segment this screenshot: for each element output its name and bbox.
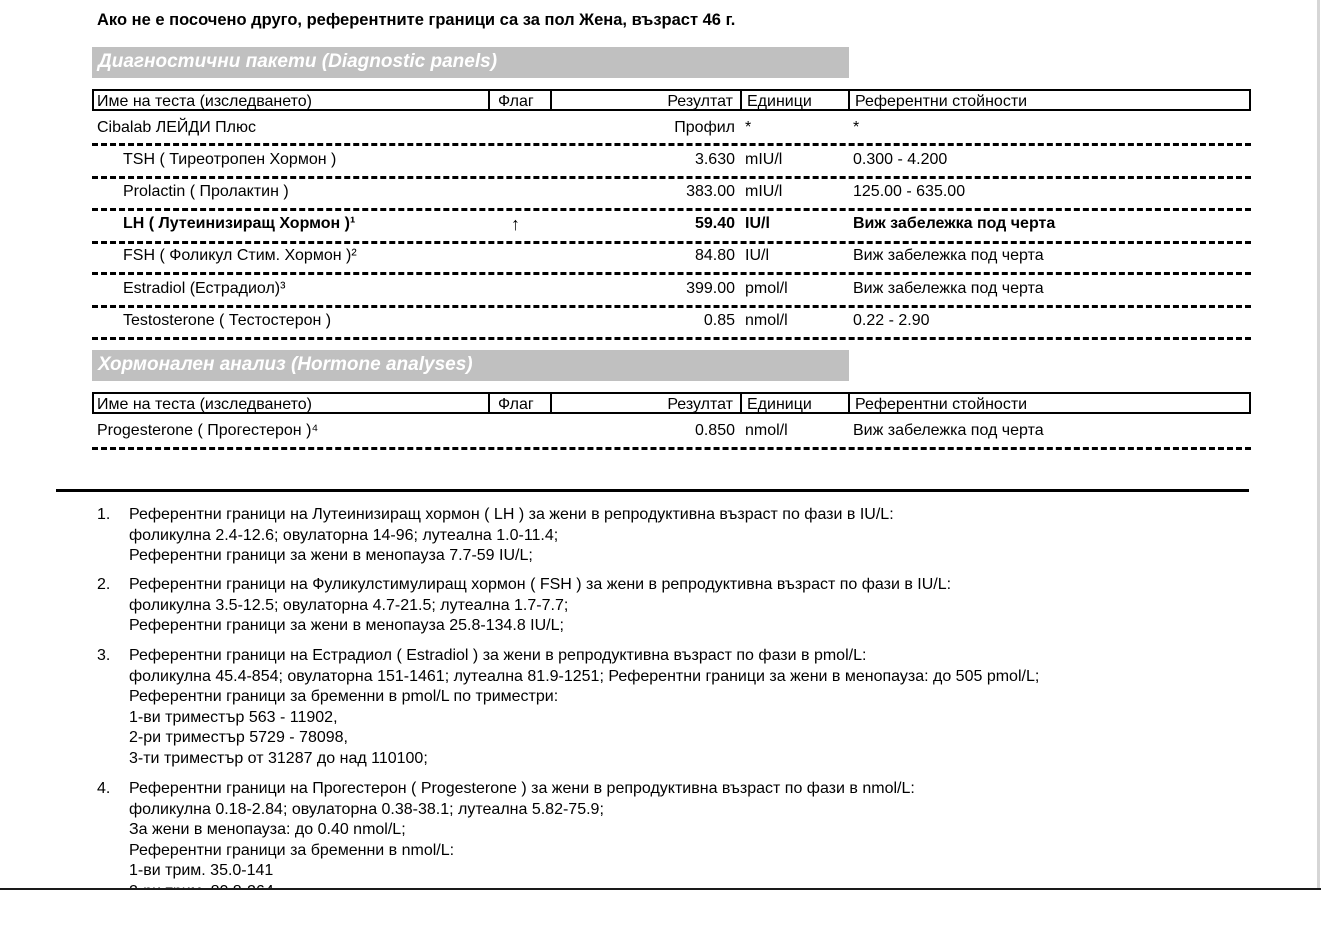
header-result: Резултат xyxy=(667,396,733,413)
footnote-number: 2. xyxy=(97,576,111,593)
table-header xyxy=(92,392,1251,414)
footnote-line: 1-ви трим. 35.0-141 xyxy=(129,862,274,879)
footnote-number: 3. xyxy=(97,647,111,664)
test-units: nmol/l xyxy=(745,422,788,439)
test-reference: * xyxy=(853,119,860,136)
test-reference: 0.22 - 2.90 xyxy=(853,312,930,329)
footnote-body xyxy=(129,575,951,637)
section-title: Хормонален анализ (Hormone analyses) xyxy=(98,354,473,375)
header-reference: Референтни стойности xyxy=(855,396,1028,413)
test-result: Профил xyxy=(674,119,735,136)
test-reference: Виж забележка под черта xyxy=(853,280,1044,297)
test-reference: 0.300 - 4.200 xyxy=(853,151,948,168)
footnote-body xyxy=(129,505,894,567)
test-result: 84.80 xyxy=(694,247,735,264)
footnote-body xyxy=(129,779,915,902)
test-units: mIU/l xyxy=(745,151,783,168)
footnote-line: Референтни граници за жени в менопауза 25.8-134.8 IU/L; xyxy=(129,617,564,634)
footnote-line: фоликулна 2.4-12.6; овулаторна 14-96; лутеална 1.0-11.4; xyxy=(129,526,559,544)
footnote-line: фоликулна 45.4-854; овулаторна 151-1461; лутеална 81.9-1251; Референтни граници за жени в менопауза: до 505 pmol/L; xyxy=(129,667,1040,685)
page-bottom-edge xyxy=(0,888,1321,890)
page-edge xyxy=(1317,0,1320,890)
footnote-line: Референтни граници за бременни в nmol/L: xyxy=(129,841,455,859)
column-divider xyxy=(488,394,490,412)
header-flag: Флаг xyxy=(498,396,534,413)
test-result: 59.40 xyxy=(694,215,735,232)
test-result: 3.630 xyxy=(694,151,735,168)
footnote-line: 3-ти триместър от 31287 до над 110100; xyxy=(129,749,428,767)
arrow-up-icon: ↑ xyxy=(511,214,520,234)
test-result: 399.00 xyxy=(686,280,735,297)
footnote-number: 4. xyxy=(97,780,111,797)
test-name: Prolactin ( Пролактин ) xyxy=(123,183,289,200)
footnote-line: фоликулна 0.18-2.84; овулаторна 0.38-38.1; лутеална 5.82-75.9; xyxy=(129,800,604,818)
column-divider xyxy=(848,394,850,412)
header-units: Единици xyxy=(747,396,812,413)
column-divider xyxy=(740,91,742,109)
row-divider xyxy=(92,272,1251,275)
header-result: Резултат xyxy=(667,93,733,110)
test-name: Cibalab ЛЕЙДИ Плюс xyxy=(97,119,256,136)
row-divider xyxy=(92,176,1251,179)
footnote-line: Референтни граници за жени в менопауза 7.7-59 IU/L; xyxy=(129,547,533,564)
footnote-line: Референтни граници за бременни в pmol/L по триместри: xyxy=(129,688,559,705)
footnote-line: За жени в менопауза: до 0.40 nmol/L; xyxy=(129,821,406,838)
footnote-line: Референтни граници на Лутеинизиращ хормон ( LH ) за жени в репродуктивна възраст по фази в IU/L: xyxy=(129,506,894,523)
footnote-body xyxy=(129,646,1039,769)
header-reference: Референтни стойности xyxy=(855,93,1028,110)
test-units: nmol/l xyxy=(745,312,788,329)
row-divider xyxy=(92,305,1251,308)
header-units: Единици xyxy=(747,93,812,110)
test-name: LH ( Лутеинизиращ Хормон )¹ xyxy=(123,215,356,232)
section-header-hormone-analyses xyxy=(92,350,849,381)
test-reference: Виж забележка под черта xyxy=(853,247,1044,264)
test-result: 383.00 xyxy=(686,183,735,200)
test-reference: 125.00 - 635.00 xyxy=(853,183,966,200)
column-divider xyxy=(550,394,552,412)
table-header xyxy=(92,89,1251,111)
test-units: pmol/l xyxy=(745,280,788,297)
column-divider xyxy=(848,91,850,109)
test-units: IU/l xyxy=(745,247,769,264)
page-cutoff xyxy=(0,890,1321,926)
footnote-line: 2-ри триместър 5729 - 78098, xyxy=(129,729,348,746)
header-test-name: Име на теста (изследването) xyxy=(97,396,312,413)
row-divider xyxy=(92,241,1251,244)
test-name: FSH ( Фоликул Стим. Хормон )² xyxy=(123,247,357,264)
row-divider xyxy=(92,337,1251,340)
section-title: Диагностични пакети (Diagnostic panels) xyxy=(98,51,498,72)
footnote-number: 1. xyxy=(97,506,111,523)
test-units: * xyxy=(745,119,752,136)
header-test-name: Име на теста (изследването) xyxy=(97,93,312,110)
row-divider xyxy=(92,208,1251,211)
header-flag: Флаг xyxy=(498,93,534,110)
footnote-line: Референтни граници на Естрадиол ( Estradiol ) за жени в репродуктивна възраст по фази в pmol/L: xyxy=(129,647,867,664)
footnote-line: фоликулна 3.5-12.5; овулаторна 4.7-21.5; лутеална 1.7-7.7; xyxy=(129,596,569,614)
footnote-separator xyxy=(56,489,1249,492)
footnote-line: Референтни граници на Фуликулстимулиращ хормон ( FSH ) за жени в репродуктивна възраст по фази в IU/L: xyxy=(129,576,952,593)
column-divider xyxy=(550,91,552,109)
column-divider xyxy=(740,394,742,412)
row-divider xyxy=(92,143,1251,146)
intro-text: Ако не е посочено друго, референтните граници са за пол Жена, възраст 46 г. xyxy=(97,11,736,29)
section-header-diagnostic-panels xyxy=(92,47,849,78)
test-name: Progesterone ( Прогестерон )⁴ xyxy=(97,422,319,439)
footnote-line: 1-ви триместър 563 - 11902, xyxy=(129,708,338,726)
test-reference: Виж забележка под черта xyxy=(853,215,1056,232)
row-divider xyxy=(92,447,1251,450)
test-result: 0.85 xyxy=(703,312,735,329)
test-reference: Виж забележка под черта xyxy=(853,422,1044,439)
footnote-line: Референтни граници на Прогестерон ( Progesterone ) за жени в репродуктивна възраст по фази в nmol/L: xyxy=(129,780,915,797)
test-result: 0.850 xyxy=(694,422,735,439)
test-name: Testosterone ( Тестостерон ) xyxy=(123,312,332,329)
test-name: TSH ( Тиреотропен Хормон ) xyxy=(123,151,337,168)
column-divider xyxy=(488,91,490,109)
test-units: mIU/l xyxy=(745,183,783,200)
test-units: IU/l xyxy=(745,215,770,232)
test-name: Estradiol (Естрадиол)³ xyxy=(123,280,286,297)
